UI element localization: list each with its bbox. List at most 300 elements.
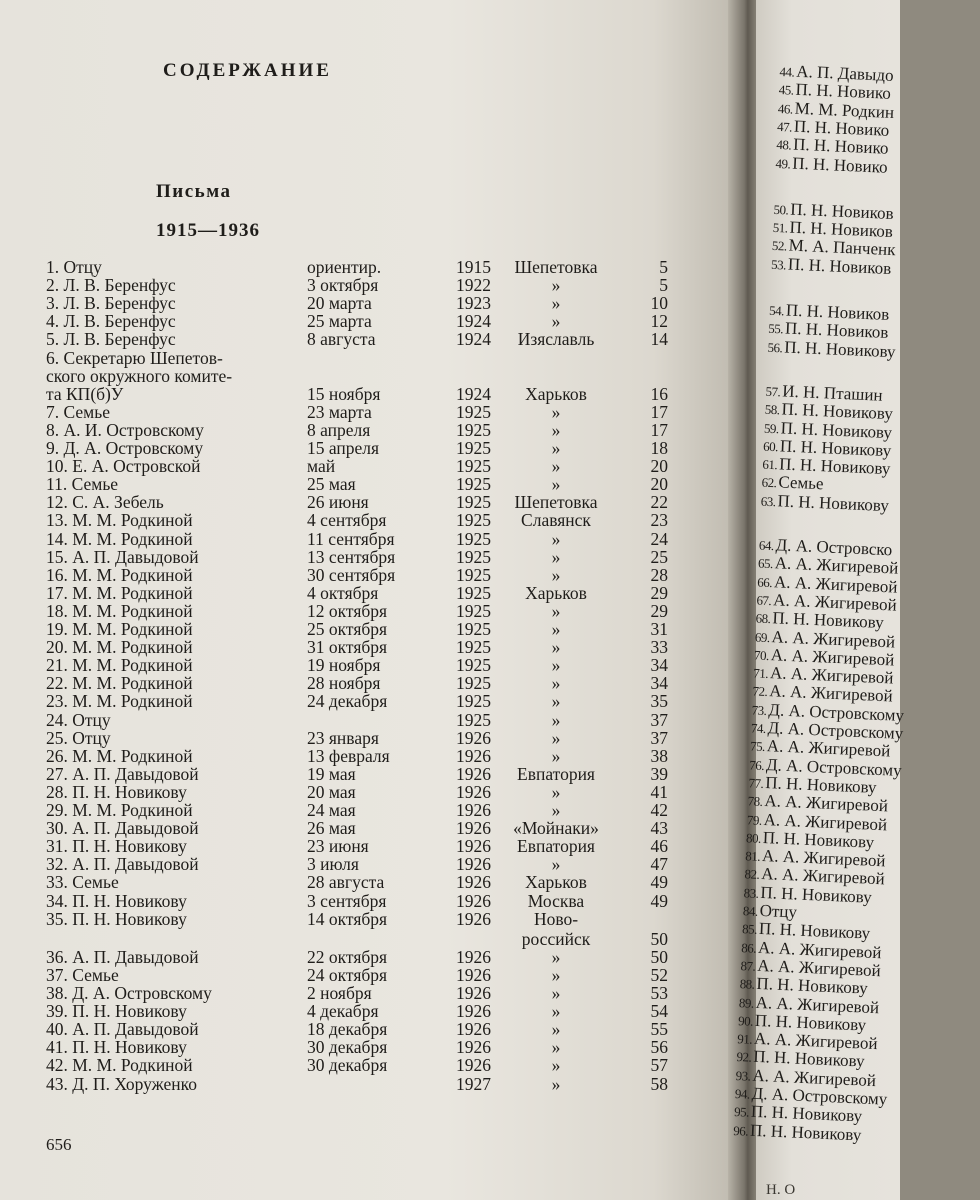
entry-page: 24 xyxy=(650,528,668,549)
entry-year: 1926 xyxy=(456,908,491,929)
right-entry-number: 44. xyxy=(779,63,795,80)
right-entry-number: 70. xyxy=(753,647,770,663)
entry-year: 1926 xyxy=(456,1055,491,1076)
entry-page: 22 xyxy=(650,492,668,513)
right-entry-name: П. Н. Новикову xyxy=(750,1102,863,1126)
right-entry-name: Семье xyxy=(778,472,824,494)
right-page xyxy=(733,0,905,1200)
contents-row xyxy=(0,548,742,567)
entry-date: 4 октября xyxy=(307,582,379,603)
right-entry-number: 92. xyxy=(736,1049,752,1066)
entry-page: 18 xyxy=(650,438,668,458)
right-entry-name: А. А. Жигиревой xyxy=(774,553,899,578)
entry-year: 1926 xyxy=(456,800,491,820)
entry-page: 17 xyxy=(650,419,668,440)
entry-name: 14. М. М. Родкиной xyxy=(46,528,193,549)
right-page-bottom-text: Н. О xyxy=(766,1182,796,1198)
entry-year: 1925 xyxy=(456,582,491,603)
right-entry-number: 89. xyxy=(738,994,755,1011)
entry-year: 1925 xyxy=(456,528,491,549)
contents-row xyxy=(0,349,742,368)
entry-place: » xyxy=(551,401,561,422)
entry-place: » xyxy=(551,311,561,332)
right-entry-name: П. Н. Новиков xyxy=(784,318,889,343)
entry-place: » xyxy=(551,1037,561,1058)
right-entry-number: 75. xyxy=(749,738,766,755)
right-entry-name: П. Н. Новикову xyxy=(779,436,892,461)
entry-year: 1925 xyxy=(456,600,491,621)
entry-name: 37. Семье xyxy=(46,964,119,985)
entry-page: 28 xyxy=(650,564,668,585)
entry-name: 22. М. М. Родкиной xyxy=(46,673,193,694)
right-entry-number: 94. xyxy=(734,1086,751,1102)
entry-date: 13 февраля xyxy=(307,745,390,766)
contents-row xyxy=(0,747,742,766)
entry-name: 28. П. Н. Новикову xyxy=(46,781,187,802)
entry-place: » xyxy=(551,983,561,1003)
entry-name: 35. П. Н. Новикову xyxy=(46,908,187,929)
entry-year: 1926 xyxy=(456,1019,491,1040)
right-entry-name: П. Н. Новико xyxy=(791,153,889,177)
entry-year: 1926 xyxy=(456,890,491,911)
entry-page: 49 xyxy=(650,872,668,893)
entry-place: » xyxy=(551,1001,561,1022)
right-entry-number: 54. xyxy=(768,302,785,319)
right-entry-number: 62. xyxy=(761,474,777,491)
entry-year: 1926 xyxy=(456,763,491,784)
right-entry-name: А. А. Жигиревой xyxy=(756,955,882,981)
right-entry-name: П. Н. Новикову xyxy=(781,399,894,424)
entry-place: » xyxy=(551,474,561,495)
right-entry-name: А. А. Жигиревой xyxy=(760,864,886,889)
entry-year: 1923 xyxy=(456,293,491,314)
contents-row xyxy=(0,511,742,530)
entry-place: » xyxy=(551,637,561,658)
entry-page: 49 xyxy=(650,890,668,911)
entry-page: 35 xyxy=(650,691,668,712)
entry-place: » xyxy=(551,727,561,748)
entry-date: 4 декабря xyxy=(307,1001,379,1022)
entry-name: 40. А. П. Давыдовой xyxy=(46,1019,199,1040)
entry-place: Шепетовка xyxy=(514,492,598,513)
entry-year: 1925 xyxy=(456,709,491,730)
right-entry-number: 57. xyxy=(765,383,781,400)
entry-name: 5. Л. В. Беренфус xyxy=(46,329,176,350)
entry-year: 1925 xyxy=(456,401,491,422)
right-entry-number: 66. xyxy=(756,574,773,590)
right-contents-row xyxy=(775,153,888,176)
right-entry-name: М. А. Панченк xyxy=(788,235,896,260)
entry-page: 12 xyxy=(650,311,668,332)
right-entry-name: Отцу xyxy=(759,900,798,922)
right-entry-number: 63. xyxy=(760,493,776,509)
right-entry-number: 78. xyxy=(747,793,763,810)
right-entry-number: 87. xyxy=(740,958,756,974)
entry-place: » xyxy=(551,709,561,730)
entry-place: » xyxy=(551,673,561,694)
entry-year: 1925 xyxy=(456,691,491,712)
entry-page: 34 xyxy=(650,673,668,694)
contents-row xyxy=(0,566,742,585)
entry-year: 1926 xyxy=(456,983,491,1003)
entry-page: 42 xyxy=(650,800,668,820)
entry-place: » xyxy=(551,745,561,766)
entry-place: российск xyxy=(521,928,591,949)
entry-year: 1926 xyxy=(456,1037,491,1058)
right-contents-row xyxy=(743,901,798,921)
entry-year: 1925 xyxy=(456,673,491,694)
entry-date: 13 сентября xyxy=(307,546,396,567)
right-entry-number: 48. xyxy=(776,137,792,153)
entry-date: 26 мая xyxy=(307,818,356,839)
entry-name: 1. Отцу xyxy=(46,257,102,277)
right-entry-number: 91. xyxy=(737,1031,753,1047)
entry-place: » xyxy=(551,1055,561,1076)
entry-date: 31 октября xyxy=(307,637,388,658)
entry-year: 1926 xyxy=(456,946,491,967)
right-entry-name: П. Н. Новиков xyxy=(785,300,890,324)
entry-date: 28 августа xyxy=(307,872,385,893)
entry-name: 33. Семье xyxy=(46,872,119,893)
right-entry-name: А. А. Жигиревой xyxy=(769,663,894,688)
entry-page: 46 xyxy=(650,836,668,857)
entry-name: 41. П. Н. Новикову xyxy=(46,1037,187,1058)
entry-date: 19 мая xyxy=(307,763,356,784)
entry-name: 4. Л. В. Беренфус xyxy=(46,311,176,332)
entry-year: 1915 xyxy=(456,257,491,277)
entry-name: 8. А. И. Островскому xyxy=(46,419,204,440)
entry-name: 19. М. М. Родкиной xyxy=(46,619,193,639)
contents-row xyxy=(0,892,742,911)
right-entry-name: П. Н. Новикову xyxy=(762,827,875,852)
entry-place: » xyxy=(551,691,561,712)
right-contents-row xyxy=(760,491,889,515)
right-entry-name: П. Н. Новикову xyxy=(754,1010,867,1035)
entry-date: 3 июля xyxy=(307,854,359,875)
right-entry-number: 96. xyxy=(733,1122,749,1139)
entry-date: 8 апреля xyxy=(307,419,371,440)
right-entry-name: П. Н. Новико xyxy=(795,80,892,104)
contents-row xyxy=(0,948,742,967)
entry-date: 15 апреля xyxy=(307,438,380,458)
entry-date: 18 декабря xyxy=(307,1019,388,1040)
entry-place: » xyxy=(551,1073,561,1094)
entry-name: 9. Д. А. Островскому xyxy=(46,438,204,458)
entry-year: 1925 xyxy=(456,419,491,440)
contents-row xyxy=(0,711,742,730)
right-contents-row xyxy=(761,473,824,494)
right-entry-name: А. А. Жигиревой xyxy=(773,571,898,597)
contents-row xyxy=(0,873,742,892)
contents-row xyxy=(0,403,742,422)
entry-page: 47 xyxy=(650,854,668,875)
entry-year: 1925 xyxy=(456,492,491,513)
right-entry-name: П. Н. Новикову xyxy=(749,1120,862,1145)
right-entry-name: А. А. Жигиревой xyxy=(772,590,898,615)
entry-name: ского окружного комите- xyxy=(46,365,233,386)
right-entry-number: 72. xyxy=(752,683,768,700)
contents-row xyxy=(0,765,742,784)
entry-name: 36. А. П. Давыдовой xyxy=(46,946,199,967)
entry-date: 4 сентября xyxy=(307,510,387,531)
right-entry-name: П. Н. Новико xyxy=(793,116,890,140)
right-entry-name: П. Н. Новикову xyxy=(760,882,873,907)
entry-year: 1926 xyxy=(456,964,491,985)
entry-date: ориентир. xyxy=(307,257,382,277)
entry-page: 37 xyxy=(650,727,668,748)
entry-place: Харьков xyxy=(525,872,587,893)
right-entry-name: А. А. Жигиревой xyxy=(764,791,889,816)
right-entry-number: 69. xyxy=(754,628,770,645)
entry-place: » xyxy=(551,619,561,639)
entry-year: 1926 xyxy=(456,818,491,839)
entry-name: 31. П. Н. Новикову xyxy=(46,836,187,857)
right-entry-number: 81. xyxy=(745,848,761,864)
entry-name: 3. Л. В. Беренфус xyxy=(46,293,176,314)
right-entry-number: 52. xyxy=(771,238,788,254)
right-entry-name: П. Н. Новиков xyxy=(789,199,895,223)
right-entry-name: А. А. Жигиревой xyxy=(771,626,896,652)
entry-date: 12 октября xyxy=(307,600,388,621)
entry-name: 10. Е. А. Островской xyxy=(46,456,201,477)
entry-page: 20 xyxy=(650,474,668,495)
entry-name: 7. Семье xyxy=(46,401,110,422)
entry-year: 1926 xyxy=(456,727,491,748)
entry-page: 53 xyxy=(650,983,668,1003)
right-entry-name: П. Н. Новикову xyxy=(764,772,877,797)
right-entry-name: П. Н. Новикову xyxy=(780,417,893,442)
entry-year: 1926 xyxy=(456,745,491,766)
entry-place: Шепетовка xyxy=(514,257,598,277)
entry-place: Евпатория xyxy=(517,763,595,784)
entry-name: 42. М. М. Родкиной xyxy=(46,1055,193,1076)
contents-row xyxy=(0,367,742,386)
entry-date: 3 сентября xyxy=(307,890,387,911)
entry-year: 1925 xyxy=(456,474,491,495)
right-entry-number: 74. xyxy=(750,720,766,737)
entry-page: 55 xyxy=(650,1019,668,1040)
right-entry-name: А. А. Жигиревой xyxy=(755,992,880,1017)
section-title: Письма xyxy=(156,181,232,202)
right-entry-name: П. Н. Новико xyxy=(792,134,889,158)
contents-row xyxy=(0,930,742,949)
right-entry-number: 71. xyxy=(752,665,769,682)
entry-date: 30 сентября xyxy=(307,564,396,585)
right-contents-list xyxy=(733,61,980,1145)
entry-name: 23. М. М. Родкиной xyxy=(46,691,193,712)
entry-page: 56 xyxy=(650,1037,668,1058)
right-entry-name: А. А. Жигиревой xyxy=(763,809,888,834)
contents-row xyxy=(0,330,742,349)
right-entry-name: А. П. Давыдо xyxy=(795,61,894,85)
right-entry-number: 80. xyxy=(745,830,762,846)
entry-year: 1927 xyxy=(456,1073,491,1094)
entry-year: 1924 xyxy=(456,311,491,332)
entry-year: 1924 xyxy=(456,383,491,404)
right-entry-number: 79. xyxy=(746,811,762,828)
entry-place: » xyxy=(551,438,561,458)
entry-year: 1925 xyxy=(456,546,491,567)
entry-page: 5 xyxy=(659,257,668,277)
right-entry-name: Д. А. Островскому xyxy=(767,718,904,744)
entry-page: 39 xyxy=(650,763,668,784)
entry-page: 52 xyxy=(650,964,668,985)
entry-place: » xyxy=(551,456,561,477)
right-entry-number: 93. xyxy=(735,1067,751,1084)
contents-row xyxy=(0,385,742,404)
entry-name: 13. М. М. Родкиной xyxy=(46,510,193,531)
entry-year: 1924 xyxy=(456,329,491,350)
entry-year: 1925 xyxy=(456,619,491,639)
entry-name: 27. А. П. Давыдовой xyxy=(46,763,199,784)
entry-year: 1926 xyxy=(456,872,491,893)
entry-place: Изяславль xyxy=(517,329,595,350)
contents-row xyxy=(0,1056,742,1075)
entry-page: 31 xyxy=(650,619,668,639)
entry-date: 23 марта xyxy=(307,401,372,422)
right-entry-name: М. М. Родкин xyxy=(794,98,895,122)
right-entry-number: 65. xyxy=(757,555,774,572)
entry-page: 16 xyxy=(650,383,668,404)
right-entry-number: 76. xyxy=(749,756,765,773)
entry-date: 30 декабря xyxy=(307,1055,388,1076)
entry-date: 28 ноября xyxy=(307,673,381,694)
entry-page: 38 xyxy=(650,745,668,766)
entry-name: 38. Д. А. Островскому xyxy=(46,983,212,1003)
entry-year: 1925 xyxy=(456,438,491,458)
right-entry-name: А. А. Жигиревой xyxy=(770,644,895,670)
entry-page: 10 xyxy=(650,293,668,314)
right-entry-name: П. Н. Новикову xyxy=(778,454,891,479)
entry-place: » xyxy=(551,800,561,820)
right-entry-name: П. Н. Новикову xyxy=(756,974,869,998)
entry-date: 30 декабря xyxy=(307,1037,388,1058)
entry-page: 54 xyxy=(650,1001,668,1022)
entry-place: » xyxy=(551,964,561,985)
entry-name: 20. М. М. Родкиной xyxy=(46,637,193,658)
entry-year: 1926 xyxy=(456,836,491,857)
contents-row xyxy=(0,910,742,929)
entry-place: «Мойнаки» xyxy=(513,818,599,839)
entry-name: 25. Отцу xyxy=(46,727,111,748)
entry-name: 21. М. М. Родкиной xyxy=(46,655,193,676)
entry-place: » xyxy=(551,655,561,676)
entry-date: 23 января xyxy=(307,727,379,748)
entry-name: 2. Л. В. Беренфус xyxy=(46,275,176,296)
right-entry-number: 46. xyxy=(777,100,794,117)
right-entry-number: 60. xyxy=(762,438,779,455)
entry-page: 20 xyxy=(650,456,668,477)
entry-year: 1925 xyxy=(456,456,491,477)
right-entry-number: 47. xyxy=(776,118,793,135)
entry-page: 17 xyxy=(650,401,668,422)
entry-page: 25 xyxy=(650,546,668,567)
right-entry-number: 50. xyxy=(773,201,789,218)
entry-date: 20 марта xyxy=(307,293,372,314)
entry-page: 50 xyxy=(650,928,668,949)
entry-year: 1926 xyxy=(456,854,491,875)
entry-place: » xyxy=(551,528,561,549)
entry-place: Славянск xyxy=(521,510,591,531)
entry-page: 57 xyxy=(650,1055,668,1076)
right-entry-number: 84. xyxy=(742,903,759,919)
entry-name: 24. Отцу xyxy=(46,709,111,730)
entry-place: » xyxy=(551,275,561,296)
right-entry-number: 53. xyxy=(770,256,787,273)
contents-row xyxy=(0,729,742,748)
entry-place: Ново- xyxy=(533,908,579,929)
entry-name: 17. М. М. Родкиной xyxy=(46,582,193,603)
entry-place: » xyxy=(551,1019,561,1040)
entry-year: 1926 xyxy=(456,781,491,802)
entry-name: 15. А. П. Давыдовой xyxy=(46,546,199,567)
entry-year: 1922 xyxy=(456,275,491,296)
entry-page: 43 xyxy=(650,818,668,839)
entry-name: 16. М. М. Родкиной xyxy=(46,564,193,585)
entry-page: 14 xyxy=(650,329,668,350)
entry-page: 29 xyxy=(650,600,668,621)
right-entry-number: 85. xyxy=(741,921,758,938)
right-entry-name: П. Н. Новикову xyxy=(758,919,871,944)
entry-date: 2 ноября xyxy=(307,983,372,1003)
contents-row xyxy=(0,1075,742,1094)
entry-date: май xyxy=(307,456,336,477)
entry-date: 14 октября xyxy=(307,908,388,929)
right-entry-number: 59. xyxy=(763,420,780,436)
right-entry-number: 55. xyxy=(768,321,784,337)
right-entry-number: 67. xyxy=(756,592,772,609)
right-entry-name: П. Н. Новикову xyxy=(752,1047,865,1072)
entry-page: 37 xyxy=(650,709,668,730)
right-contents-row xyxy=(771,255,892,278)
entry-date: 25 мая xyxy=(307,474,356,495)
entry-year: 1925 xyxy=(456,564,491,585)
entry-place: » xyxy=(551,600,561,621)
right-entry-name: Д. А. Островскому xyxy=(768,699,905,725)
entry-place: » xyxy=(551,419,561,440)
entry-place: Евпатория xyxy=(517,836,595,857)
entry-page: 41 xyxy=(650,781,668,802)
entry-date: 24 мая xyxy=(307,800,356,820)
right-entry-name: А. А. Жигиревой xyxy=(753,1028,878,1054)
entry-name: 34. П. Н. Новикову xyxy=(46,890,187,911)
right-entry-name: Д. А. Островскому xyxy=(751,1083,888,1109)
right-entry-number: 95. xyxy=(733,1104,750,1120)
page-number: 656 xyxy=(46,1135,72,1154)
entry-place: Москва xyxy=(527,890,585,911)
entry-name: 43. Д. П. Хоруженко xyxy=(46,1073,198,1094)
entry-page: 33 xyxy=(650,637,668,658)
entry-year: 1925 xyxy=(456,637,491,658)
entry-name: 39. П. Н. Новикову xyxy=(46,1001,187,1022)
right-entry-number: 51. xyxy=(772,219,788,236)
entry-date: 19 ноября xyxy=(307,655,381,676)
right-entry-number: 88. xyxy=(739,976,755,992)
right-entry-number: 90. xyxy=(737,1012,754,1029)
entry-date: 22 октября xyxy=(307,946,388,967)
entry-place: » xyxy=(551,946,561,967)
right-entry-name: Д. А. Островско xyxy=(775,535,893,560)
entry-name: та КП(б)У xyxy=(46,383,124,404)
right-entry-name: А. А. Жигиревой xyxy=(752,1065,877,1090)
entry-date: 24 декабря xyxy=(307,691,388,712)
entry-page: 58 xyxy=(650,1073,668,1094)
entry-date: 25 октября xyxy=(307,619,388,639)
entry-date: 11 сентября xyxy=(307,528,395,549)
entry-page: 23 xyxy=(650,510,668,531)
right-entry-number: 56. xyxy=(767,339,783,355)
right-entry-name: А. А. Жигиревой xyxy=(766,736,891,761)
